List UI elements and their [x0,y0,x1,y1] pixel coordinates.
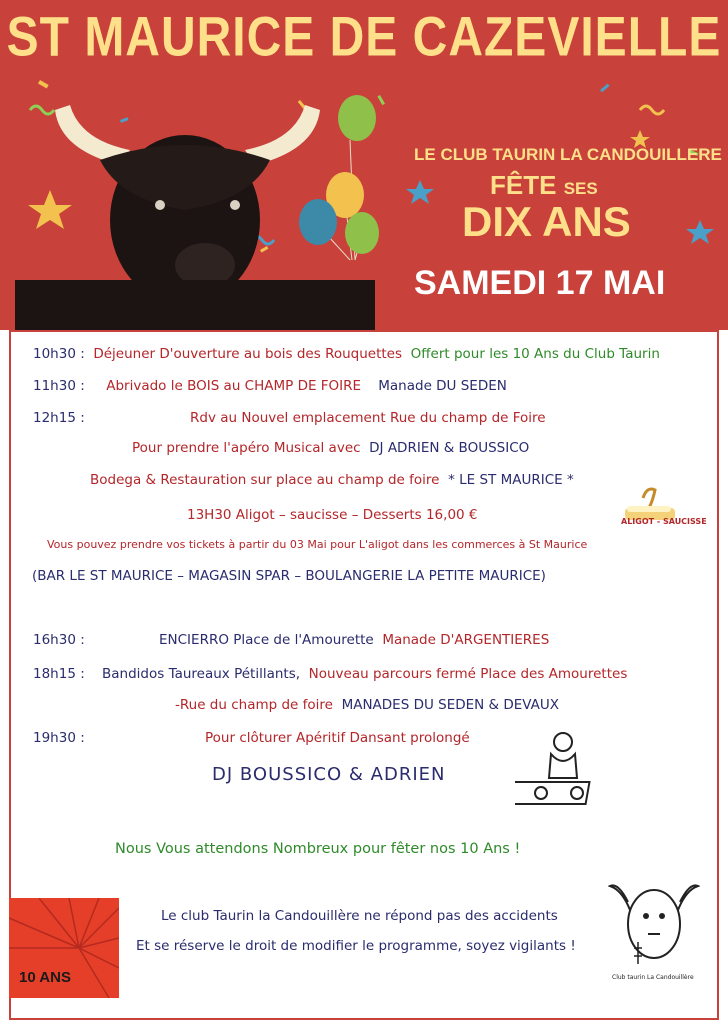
event-date: SAMEDI 17 MAI [414,264,666,302]
program-line: ENCIERRO Place de l'Amourette Manade D'ARGENTIERES [159,632,550,648]
program-line: (BAR LE ST MAURICE – MAGASIN SPAR – BOULANGERIE LA PETITE MAURICE) [32,568,546,584]
club-name: LE CLUB TAURIN LA CANDOUILLERE [414,145,722,164]
program-line: 16h30 : [33,632,85,648]
program-line: -Rue du champ de foire MANADES DU SEDEN & DEVAUX [175,697,560,713]
closing-line: Nous Vous attendons Nombreux pour fêter nos 10 Ans ! [115,841,521,857]
poster-title: ST MAURICE DE CAZEVIELLE [6,7,722,69]
badge-text: 10 ANS [19,969,71,986]
poster-header [0,0,728,330]
program-line: Bodega & Restauration sur place au champ de foire * LE ST MAURICE * [90,472,574,488]
program-line: 19h30 : [33,730,85,746]
club-logo [608,872,700,972]
program-line: 12h15 : [33,410,85,426]
program-line: Vous pouvez prendre vos tickets à partir du 03 Mai pour L'aligot dans les commerces à St Maurice [47,538,588,551]
anniversary-badge [9,898,119,998]
program-line: Bandidos Taureaux Pétillants, Nouveau parcours fermé Place des Amourettes [102,666,628,682]
star-icon [28,190,72,229]
program-line: 18h15 : [33,666,85,682]
dj-line: DJ BOUSSICO & ADRIEN [212,764,446,785]
disclaimer-line: Et se réserve le droit de modifier le programme, soyez vigilants ! [136,938,576,954]
program-line: Pour prendre l'apéro Musical avec DJ ADRIEN & BOUSSICO [132,440,530,456]
fete-heading [490,170,598,201]
program-line: 13H30 Aligot – saucisse – Desserts 16,00 € [187,507,478,523]
star-icon [406,180,434,204]
program-line: 11h30 : Abrivado le BOIS au CHAMP DE FOIRE Manade DU SEDEN [33,378,507,394]
star-icon [686,220,714,244]
program-line: Rdv au Nouvel emplacement Rue du champ de Foire [190,410,546,426]
fete-word: FÊTE [490,170,557,200]
program-line: Pour clôturer Apéritif Dansant prolongé [205,730,470,746]
anniversary-heading: DIX ANS [462,198,631,245]
aligot-label: ALIGOT - SAUCISSE [621,517,707,526]
program-line: 10h30 : Déjeuner D'ouverture au bois des Rouquettes Offert pour les 10 Ans du Club Taurin [33,346,660,362]
ses-word: SES [563,179,598,198]
logo-caption: Club taurin La Candouillère [612,974,694,981]
dj-icon [515,728,605,816]
disclaimer-line: Le club Taurin la Candouillère ne répond pas des accidents [161,908,558,924]
